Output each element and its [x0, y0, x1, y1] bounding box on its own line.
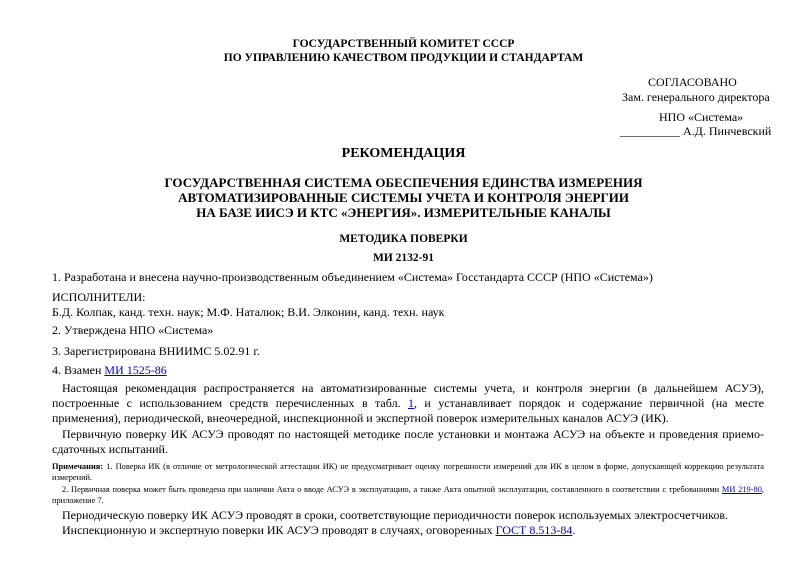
- approval-signature: __________ А.Д. Пинчевский: [620, 124, 772, 138]
- doc-code: МИ 2132-91: [372, 252, 434, 264]
- para1-before: Настоящая рекомендация распространяется на автоматизированные системы учета, и контроля энергии (в дальнейшем АСУЭ), построенные с использованием средств перечисленных в табл.: [52, 381, 764, 410]
- note-2-after: , приложение 7.: [52, 485, 764, 505]
- paragraph-periodic: Периодическую поверку ИК АСУЭ проводят в сроки, соответствующие периодичности поверок используемых электросчетчиков.: [62, 508, 729, 522]
- note-1-text: 1. Поверка ИК (в отличие от метрологической аттестации ИК) не предусматривает оценку погрешности измерений для ИК в целом в форме, допускающей коррекцию результата измерений.: [52, 462, 764, 482]
- title-line-2: АВТОМАТИЗИРОВАННЫЕ СИСТЕМЫ УЧЕТА И КОНТРОЛЯ ЭНЕРГИИ: [178, 190, 629, 205]
- paragraph-scope: [52, 381, 764, 426]
- replaces-prefix: 4. Взамен: [52, 363, 105, 377]
- para1-after: , и устанавливает порядок и содержание первичной (на месте применения), периодической, внеочередной, инспекционной и экспертной поверок измерительных каналов АСУЭ (ИК).: [52, 396, 764, 425]
- title-line-1: ГОСУДАРСТВЕННАЯ СИСТЕМА ОБЕСПЕЧЕНИЯ ЕДИНСТВА ИЗМЕРЕНИЯ: [164, 175, 643, 190]
- para4-after: .: [572, 523, 576, 537]
- paragraph-primary-verification: Первичную поверку ИК АСУЭ проводят по настоящей методике после установки и монтажа АСУЭ на объекте и проведения приемо-сдаточных испытаний.: [52, 427, 764, 456]
- gost-link[interactable]: ГОСТ 8.513-84: [495, 523, 573, 537]
- method-title: МЕТОДИКА ПОВЕРКИ: [339, 233, 468, 245]
- para4-before: Инспекционную и экспертную поверки ИК АСУЭ проводят в случаях, оговоренных: [62, 523, 496, 537]
- note-2-before: 2. Первичная поверка может быть проведена при наличии Акта о вводе АСУЭ в эксплуатацию, а также Акта опытной эксплуатации, составленного в соответствии с требованиями: [62, 485, 722, 494]
- item-approved: 2. Утверждена НПО «Система»: [52, 323, 214, 337]
- approval-position: Зам. генерального директора: [622, 90, 770, 104]
- approval-title: СОГЛАСОВАНО: [648, 75, 737, 89]
- title-line-3: НА БАЗЕ ИИСЭ И КТС «ЭНЕРГИЯ». ИЗМЕРИТЕЛЬНЫЕ КАНАЛЫ: [196, 205, 611, 220]
- executors: Б.Д. Колпак, канд. техн. наук; М.Ф. Наталюк; В.И. Элконин, канд. техн. наук: [52, 305, 445, 319]
- notes-label: Примечания:: [52, 462, 104, 471]
- table-1-link[interactable]: 1: [407, 396, 414, 410]
- note-1: [52, 461, 764, 483]
- executors-label: ИСПОЛНИТЕЛИ:: [52, 290, 146, 304]
- replaces-link[interactable]: МИ 1525-86: [104, 363, 167, 377]
- header-line-2: ПО УПРАВЛЕНИЮ КАЧЕСТВОМ ПРОДУКЦИИ И СТАНДАРТАМ: [223, 52, 584, 64]
- mi-219-80-link[interactable]: МИ 219-80: [721, 485, 762, 494]
- paragraph-inspection: [52, 523, 764, 538]
- item-registered: 3. Зарегистрирована ВНИИМС 5.02.91 г.: [52, 344, 260, 358]
- item-developed: 1. Разработана и внесена научно-производственным объединением «Система» Госстандарта СССР (НПО «Система»): [52, 270, 653, 284]
- approval-org: НПО «Система»: [659, 110, 744, 124]
- note-2: [52, 484, 764, 506]
- header-line-1: ГОСУДАРСТВЕННЫЙ КОМИТЕТ СССР: [292, 38, 515, 50]
- item-replaces: [52, 363, 167, 378]
- doc-type: РЕКОМЕНДАЦИЯ: [341, 146, 466, 161]
